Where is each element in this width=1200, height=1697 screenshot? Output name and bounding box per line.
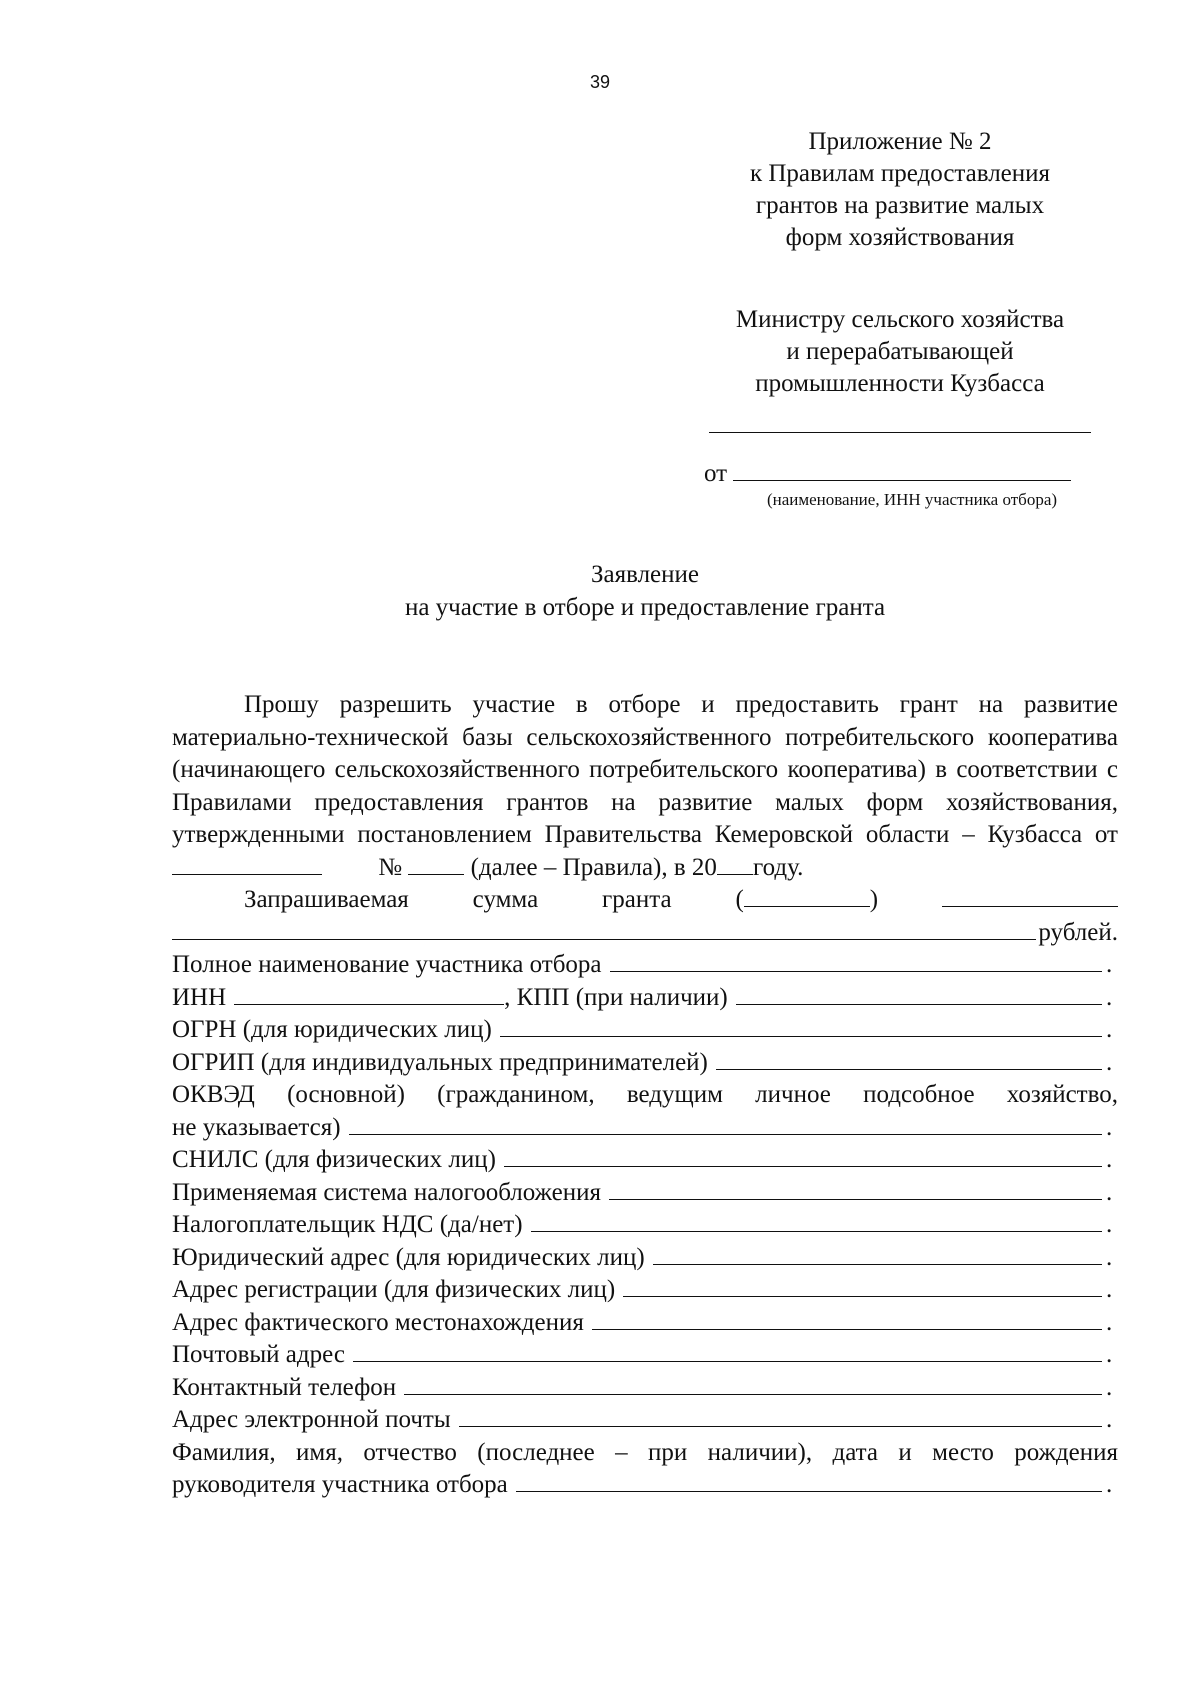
field-label: Почтовый адрес <box>172 1341 345 1368</box>
field-email <box>172 1404 1118 1437</box>
from-label: от <box>704 460 728 487</box>
field-label: ОГРИП (для индивидуальных предпринимателей) <box>172 1048 708 1076</box>
page-number: 39 <box>589 72 611 92</box>
request-text-2: (далее – Правила), в 20 <box>470 853 717 881</box>
ogrnip-blank[interactable] <box>716 1047 1102 1070</box>
ogrn-blank[interactable] <box>500 1014 1102 1037</box>
field-label: Применяемая система налогообложения <box>172 1178 601 1206</box>
from-line <box>704 458 1104 489</box>
minister-name-blank[interactable] <box>709 414 1091 433</box>
field-label: СНИЛС (для физических лиц) <box>172 1146 496 1173</box>
postal-address-blank[interactable] <box>353 1339 1102 1362</box>
registration-address-blank[interactable] <box>623 1274 1102 1297</box>
appendix-line: Приложение № 2 <box>808 128 992 155</box>
from-caption: (наименование, ИНН участника отбора) <box>766 490 1058 509</box>
field-label: руководителя участника отбора <box>172 1471 508 1498</box>
field-period: . <box>1106 1048 1113 1076</box>
addressee-line: и перерабатывающей <box>786 338 1014 365</box>
amount-words-blank-1[interactable] <box>942 884 1118 907</box>
addressee-line: промышленности Кузбасса <box>755 370 1045 397</box>
appendix-line: форм хозяйствования <box>785 224 1015 251</box>
title-line-2: на участие в отборе и предоставление гранта <box>404 594 886 621</box>
legal-address-blank[interactable] <box>653 1242 1102 1265</box>
field-label: Налогоплательщик НДС (да/нет) <box>172 1211 523 1238</box>
paren-open: ( <box>735 886 744 913</box>
tax-system-blank[interactable] <box>609 1177 1102 1200</box>
paren-close: ) <box>869 886 879 913</box>
rubles-row <box>172 917 1118 950</box>
field-period: . <box>1106 1373 1113 1401</box>
email-blank[interactable] <box>459 1404 1102 1427</box>
appendix-line: к Правилам предоставления <box>749 160 1051 187</box>
field-label: Юридический адрес (для юридических лиц) <box>172 1243 645 1271</box>
field-period: . <box>1106 1178 1113 1206</box>
snils-blank[interactable] <box>504 1144 1102 1167</box>
amount-label-3: гранта <box>602 886 672 913</box>
field-period: . <box>1106 951 1113 978</box>
field-period: . <box>1106 1146 1113 1173</box>
okved-blank[interactable] <box>349 1112 1102 1135</box>
title-line-1: Заявление <box>590 561 700 588</box>
field-period: . <box>1106 1211 1113 1238</box>
field-period: . <box>1106 1113 1113 1141</box>
field-head <box>172 1469 1118 1502</box>
field-head-line-1: Фамилия, имя, отчество (последнее – при наличии), дата и место рождения <box>172 1438 1118 1466</box>
field-okved <box>172 1112 1118 1145</box>
field-period: . <box>1106 983 1113 1011</box>
field-label: Адрес фактического местонахождения <box>172 1308 584 1336</box>
addressee-line: Министру сельского хозяйства <box>735 306 1065 333</box>
amount-digits-blank[interactable] <box>744 884 870 907</box>
field-ogrnip <box>172 1047 1118 1080</box>
year-blank[interactable] <box>717 852 753 875</box>
rubles-label: рублей. <box>1038 918 1118 946</box>
field-period: . <box>1106 1016 1113 1043</box>
field-label: ИНН <box>172 983 227 1011</box>
field-label: Адрес регистрации (для физических лиц) <box>172 1276 616 1303</box>
field-ogrn <box>172 1014 1118 1047</box>
field-label: Контактный телефон <box>172 1373 397 1401</box>
kpp-blank[interactable] <box>736 982 1102 1005</box>
request-text-3: году. <box>752 853 804 881</box>
field-period: . <box>1106 1243 1113 1271</box>
amount-row <box>172 884 1118 917</box>
amount-label-1: Запрашиваемая <box>244 886 409 913</box>
field-vat-payer <box>172 1209 1118 1242</box>
amount-label-2: сумма <box>472 886 539 913</box>
application-body <box>172 689 1118 1502</box>
field-label: , КПП (при наличии) <box>504 983 728 1011</box>
field-legal-address <box>172 1242 1118 1275</box>
field-period: . <box>1106 1406 1113 1433</box>
request-text: Прошу разрешить участие в отборе и предоставить грант на развитие материально-технической базы сельскохозяйственного потребительского кооператива (начинающего сельскохозяйственного потребительского кооператива) в соответствии с Правилами предоставления грантов на развитие малых форм хозяйствования, утвержденными постановлением Правительства Кемеровской области – Кузбасса от <box>172 691 1118 848</box>
head-details-blank[interactable] <box>516 1469 1102 1492</box>
field-okved-line-1: ОКВЭД (основной) (гражданином, ведущим личное подсобное хозяйство, <box>172 1081 1118 1108</box>
amount-digits-group <box>735 884 878 917</box>
request-paragraph <box>172 689 1118 884</box>
field-snils <box>172 1144 1118 1177</box>
document-title <box>0 558 1200 624</box>
field-label: ОГРН (для юридических лиц) <box>172 1016 492 1043</box>
field-period: . <box>1106 1341 1113 1368</box>
appendix-header <box>690 126 1110 254</box>
resolution-number-blank[interactable] <box>408 852 464 875</box>
resolution-date-blank[interactable] <box>172 852 322 875</box>
phone-blank[interactable] <box>404 1372 1102 1395</box>
field-period: . <box>1106 1276 1113 1303</box>
appendix-line: грантов на развитие малых <box>755 192 1045 219</box>
field-tax-system <box>172 1177 1118 1210</box>
field-period: . <box>1106 1471 1113 1498</box>
field-inn-kpp <box>172 982 1118 1015</box>
inn-blank[interactable] <box>234 982 504 1005</box>
addressee-block <box>690 304 1110 433</box>
vat-payer-blank[interactable] <box>531 1209 1102 1232</box>
field-actual-address <box>172 1307 1118 1340</box>
field-postal-address <box>172 1339 1118 1372</box>
field-period: . <box>1106 1308 1113 1336</box>
actual-address-blank[interactable] <box>592 1307 1102 1330</box>
full-name-blank[interactable] <box>610 949 1102 972</box>
field-label: Полное наименование участника отбора <box>172 951 602 978</box>
field-label: Адрес электронной почты <box>172 1406 451 1433</box>
field-label: не указывается) <box>172 1113 341 1141</box>
field-full-name <box>172 949 1118 982</box>
amount-words-blank-2[interactable] <box>172 917 1036 940</box>
applicant-name-blank[interactable] <box>733 458 1071 481</box>
field-registration-address <box>172 1274 1118 1307</box>
field-phone <box>172 1372 1118 1405</box>
number-sign: № <box>378 853 403 881</box>
